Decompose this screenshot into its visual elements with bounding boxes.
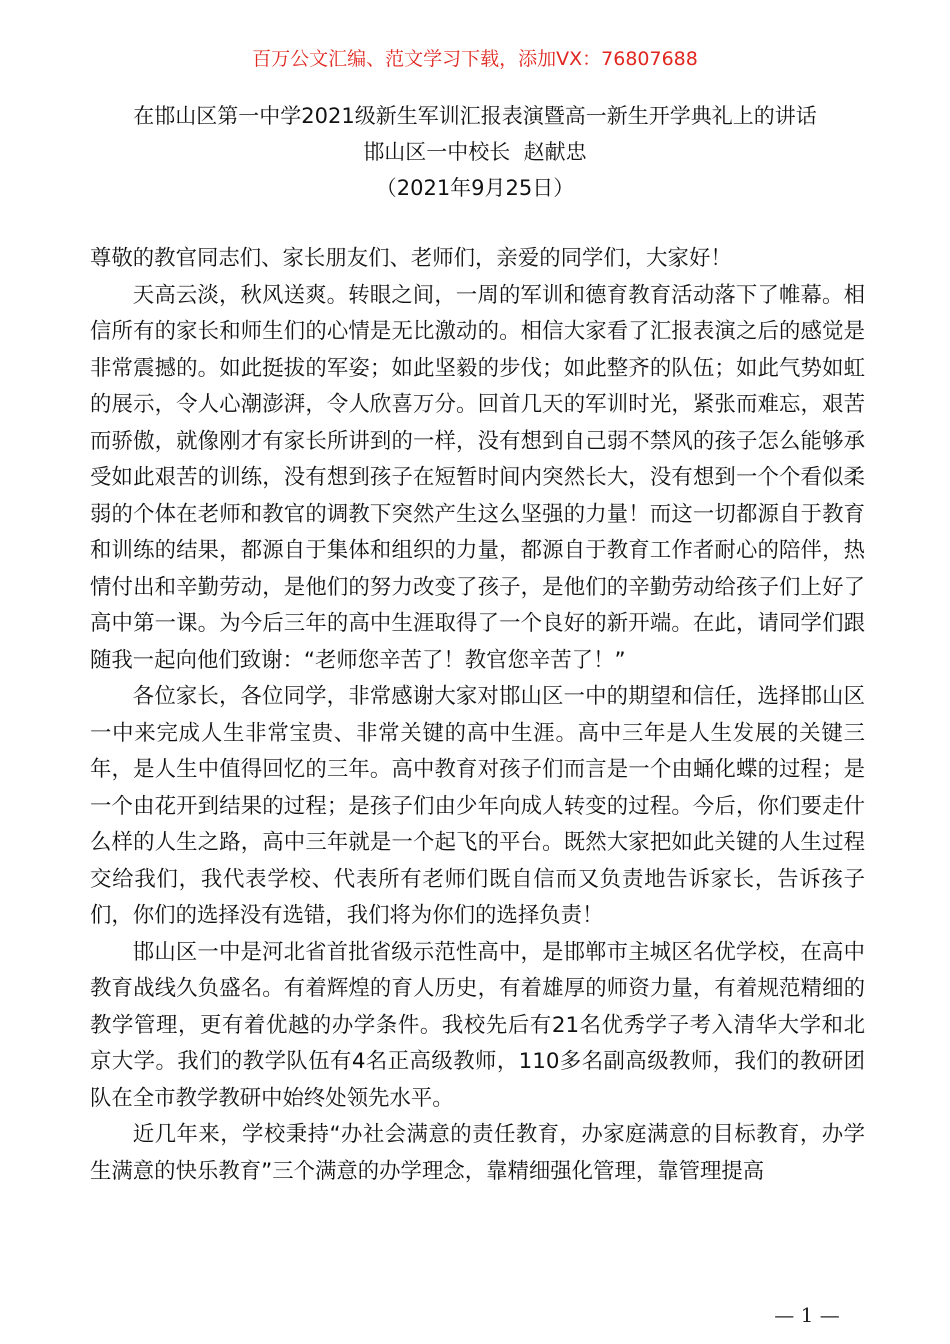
title-block	[60, 98, 890, 206]
paragraph-4: 近几年来，学校秉持“办社会满意的责任教育，办家庭满意的目标教育，办学生满意的快乐教育”三个满意的办学理念，靠精细强化管理，靠管理提高	[90, 1122, 865, 1184]
paragraph-3: 邯山区一中是河北省首批省级示范性高中，是邯郸市主城区名优学校，在高中教育战线久负盛名。有着辉煌的育人历史，有着雄厚的师资力量，有着规范精细的教学管理，更有着优越的办学条件。我校先后有21名优秀学子考入清华大学和北京大学。我们的教学队伍有4名正高级教师，110多名副高级教师，我们的教研团队在全市教学教研中始终处领先水平。	[90, 939, 865, 1111]
document-title: 在邯山区第一中学2021级新生军训汇报表演暨高一新生开学典礼上的讲话	[133, 104, 817, 128]
salutation: 尊敬的教官同志们、家长朋友们、老师们，亲爱的同学们，大家好！	[90, 246, 732, 271]
paragraph-1: 天高云淡，秋风送爽。转眼之间，一周的军训和德育教育活动落下了帷幕。相信所有的家长和师生们的心情是无比激动的。相信大家看了汇报表演之后的感觉是非常震撼的。如此挺拔的军姿；如此坚毅的步伐；如此整齐的队伍；如此气势如虹的展示，令人心潮澎湃，令人欣喜万分。回首几天的军训时光，紧张而难忘，艰苦而骄傲，就像刚才有家长所讲到的一样，没有想到自己弱不禁风的孩子怎么能够承受如此艰苦的训练，没有想到孩子在短暂时间内突然长大，没有想到一个个看似柔弱的个体在老师和教官的调教下突然产生这么坚强的力量！而这一切都源自于教育和训练的结果，都源自于集体和组织的力量，都源自于教育工作者耐心的陪伴，热情付出和辛勤劳动，是他们的努力改变了孩子，是他们的辛勤劳动给孩子们上好了高中第一课。为今后三年的高中生涯取得了一个良好的新开端。在此，请同学们跟随我一起向他们致谢：“老师您辛苦了！教官您辛苦了！”	[90, 282, 865, 673]
date-line: （2021年9月25日）	[375, 176, 575, 200]
speech-body	[90, 241, 865, 1190]
author-line: 邯山区一中校长 赵献忠	[363, 140, 587, 164]
page-number: — 1 —	[774, 1303, 840, 1327]
paragraph-2: 各位家长，各位同学，非常感谢大家对邯山区一中的期望和信任，选择邯山区一中来完成人生非常宝贵、非常关键的高中生涯。高中三年是人生发展的关键三年，是人生中值得回忆的三年。高中教育对孩子们而言是一个由蛹化蝶的过程；是一个由花开到结果的过程；是孩子们由少年向成人转变的过程。今后，你们要走什么样的人生之路，高中三年就是一个起飞的平台。既然大家把如此关键的人生过程交给我们，我代表学校、代表所有老师们既自信而又负责地告诉家长，告诉孩子们，你们的选择没有选错，我们将为你们的选择负责！	[90, 684, 865, 928]
header-banner: 百万公文汇编、范文学习下载，添加VX：76807688	[252, 48, 698, 70]
